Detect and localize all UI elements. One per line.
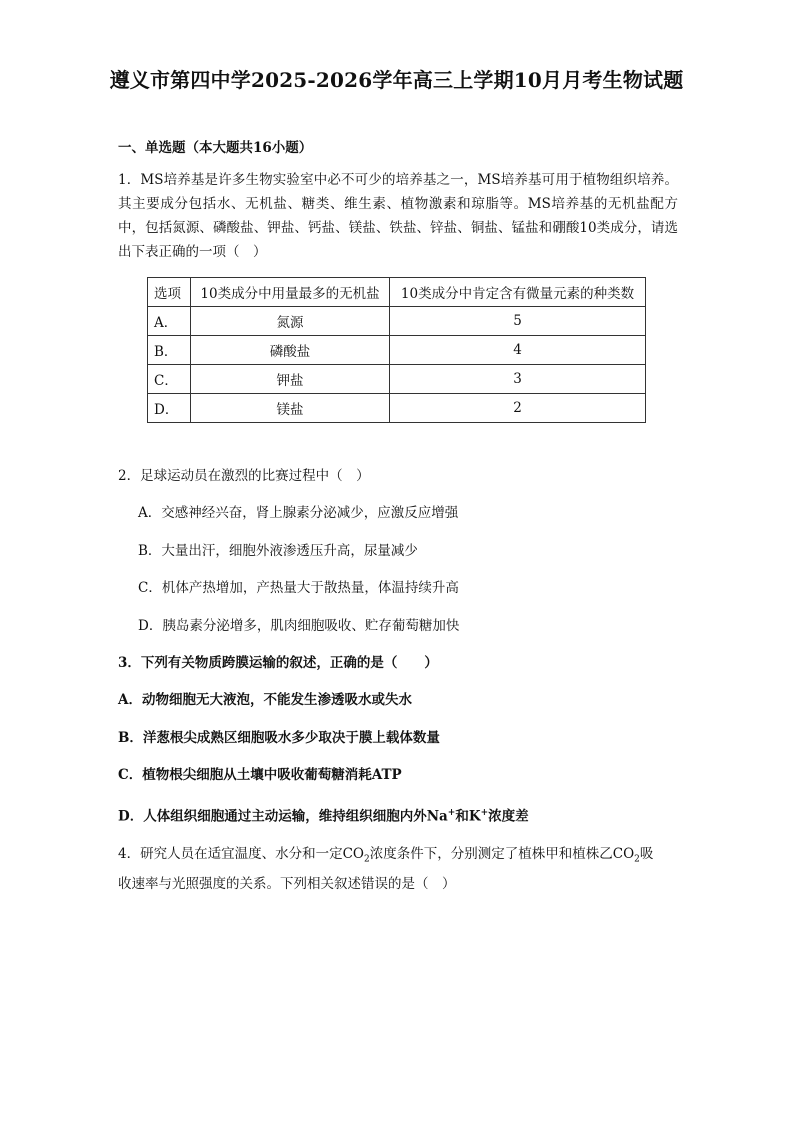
question-3-option-b: B．洋葱根尖成熟区细胞吸水多少取决于膜上载体数量 <box>118 730 440 746</box>
table-cell: 钾盐 <box>191 365 390 394</box>
table-header-cell: 10类成分中用量最多的无机盐 <box>191 278 390 307</box>
table-cell: 2 <box>390 394 646 423</box>
subscript: 2 <box>634 854 640 865</box>
option-d-text: 浓度差 <box>488 808 529 825</box>
question-2-stem: 2．足球运动员在激烈的比赛过程中（ ） <box>118 468 370 484</box>
table-row <box>148 365 646 394</box>
table-row <box>148 394 646 423</box>
section-heading: 一、单选题（本大题共16小题） <box>118 140 313 156</box>
table-cell: 氮源 <box>191 307 390 336</box>
question-3-option-c: C．植物根尖细胞从土壤中吸收葡萄糖消耗ATP <box>118 767 402 783</box>
table-cell: A． <box>148 307 191 336</box>
superscript: + <box>480 808 489 818</box>
question-1-table <box>147 277 646 423</box>
table-row <box>148 307 646 336</box>
table-header-cell: 10类成分中肯定含有微量元素的种类数 <box>390 278 646 307</box>
question-4-stem <box>118 842 658 896</box>
question-3-option-a: A．动物细胞无大液泡，不能发生渗透吸水或失水 <box>118 692 412 708</box>
question-2-option-a: A．交感神经兴奋，肾上腺素分泌减少，应激反应增强 <box>138 505 459 521</box>
option-d-text: D．人体组织细胞通过主动运输，维持组织细胞内外Na <box>118 808 448 825</box>
table-cell: 3 <box>390 365 646 394</box>
question-3-option-d <box>118 803 529 827</box>
table-header-cell: 选项 <box>148 278 191 307</box>
question-4-text: 浓度条件下，分别测定了植株甲和植株乙CO <box>369 846 635 862</box>
question-4-text: 吸收速率与光照强度的关系。下列相关叙述错误的是（ ） <box>118 846 654 892</box>
question-1-stem: 1．MS培养基是许多生物实验室中必不可少的培养基之一，MS培养基可用于植物组织培养。其主要成分包括水、无机盐、糖类、维生素、植物激素和琼脂等。MS培养基的无机盐配方中，包括氮源、磷酸盐、钾盐、钙盐、镁盐、铁盐、锌盐、铜盐、锰盐和硼酸10类成分，请选出下表正确的一项（ ） <box>118 172 678 260</box>
question-3-stem: 3．下列有关物质跨膜运输的叙述，正确的是（ ） <box>118 655 438 671</box>
option-d-text: 和K <box>455 808 481 825</box>
table-row <box>148 336 646 365</box>
table-cell: 5 <box>390 307 646 336</box>
superscript: + <box>447 808 456 818</box>
question-2-option-c: C．机体产热增加，产热量大于散热量，体温持续升高 <box>138 580 459 596</box>
subscript: 2 <box>364 854 370 865</box>
question-4-text: 4．研究人员在适宜温度、水分和一定CO <box>118 846 364 862</box>
table-cell: 镁盐 <box>191 394 390 423</box>
page-title: 遵义市第四中学2025-2026学年高三上学期10月月考生物试题 <box>109 68 684 92</box>
question-2-option-d: D．胰岛素分泌增多，肌肉细胞吸收、贮存葡萄糖加快 <box>138 618 460 634</box>
table-cell: B． <box>148 336 191 365</box>
table-cell: C． <box>148 365 191 394</box>
table-cell: 4 <box>390 336 646 365</box>
table-header-row <box>148 278 646 307</box>
question-2-option-b: B．大量出汗，细胞外液渗透压升高，尿量减少 <box>138 543 418 559</box>
table-cell: 磷酸盐 <box>191 336 390 365</box>
table-cell: D． <box>148 394 191 423</box>
